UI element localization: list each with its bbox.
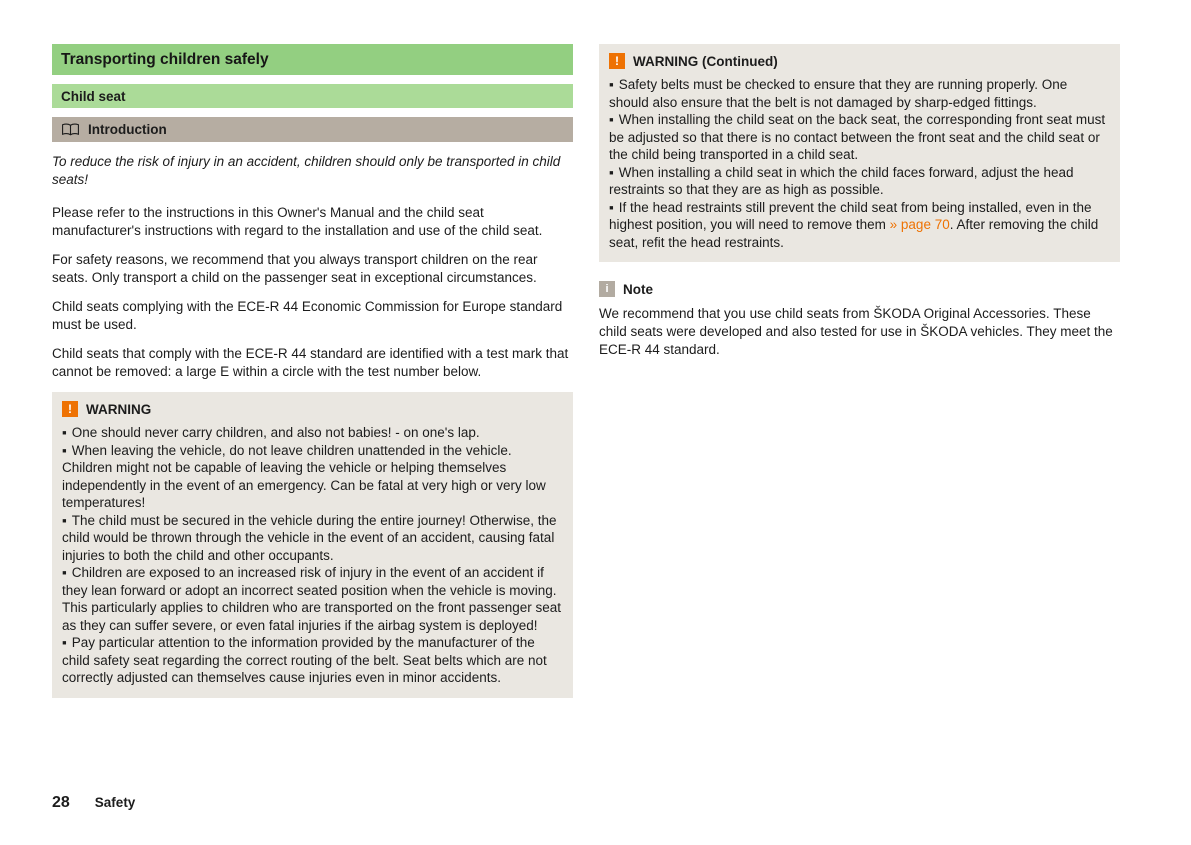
warning-bullet <box>62 564 563 634</box>
warning-bullet-text: . After removing the child seat, refit the head restraints. <box>609 217 1099 250</box>
warning-icon: ! <box>609 53 625 69</box>
right-column <box>599 40 1120 698</box>
warning-continued-header <box>609 53 1110 69</box>
page-footer <box>52 794 135 812</box>
note-text: We recommend that you use child seats from ŠKODA Original Accessories. These child seats were developed and also tested for use in ŠKODA vehicles. They meet the ECE-R 44 standard. <box>599 306 1113 357</box>
bullet-icon: ▪ <box>609 164 614 180</box>
subsection-title: Child seat <box>61 89 126 104</box>
bullet-icon: ▪ <box>62 635 67 650</box>
warning-bullet <box>62 424 563 442</box>
intro-lead-text: To reduce the risk of injury in an accident, children should only be transported in child seats! <box>52 154 561 187</box>
introduction-heading-bar <box>52 117 573 142</box>
subsection-title-bar <box>52 84 573 108</box>
paragraph: For safety reasons, we recommend that you always transport children on the rear seats. Only transport a child on the passenger seat in exceptional circumstances. <box>52 252 538 285</box>
warning-bullet-text: The child must be secured in the vehicle during the entire journey! Otherwise, the child would be thrown through the vehicle in the event of an accident, causing fatal injuries to both the child and other occupants. <box>62 512 557 563</box>
page-number: 28 <box>52 794 70 811</box>
warning-icon: ! <box>62 401 78 417</box>
bullet-icon: ▪ <box>62 565 67 580</box>
warning-bullet-text: Children are exposed to an increased risk of injury in the event of an accident if they lean forward or adopt an incorrect seated position when the vehicle is moving. This particularly applies to children who are transported on the front passenger seat as they can suffer severe, or even fatal injuries if the airbag system is deployed! <box>62 565 562 633</box>
open-book-icon <box>61 123 80 136</box>
bullet-icon: ▪ <box>609 112 614 127</box>
chapter-name: Safety <box>94 795 136 810</box>
warning-bullet-text: When installing the child seat on the back seat, the corresponding front seat must be adjusted so that there is no contact between the front seat and the child seat or the child being transported in a child seat. <box>609 112 1106 162</box>
warning-continued-box <box>599 44 1120 262</box>
warning-bullet <box>609 164 1110 199</box>
paragraph: Please refer to the instructions in this Owner's Manual and the child seat manufacturer's instructions with regard to the installation and use of the child seat. <box>52 205 543 238</box>
bullet-icon: ▪ <box>609 199 614 215</box>
paragraph: Child seats complying with the ECE-R 44 Economic Commission for Europe standard must be used. <box>52 299 563 332</box>
bullet-icon: ▪ <box>62 442 67 458</box>
warning-header <box>62 401 563 417</box>
introduction-heading: Introduction <box>88 122 167 137</box>
two-column-layout <box>52 40 1139 698</box>
warning-bullet-text: When leaving the vehicle, do not leave children unattended in the vehicle. Children might not be capable of leaving the vehicle or helping themselves independently in the event of an emergency. Can be fatal at very high or very low temperatures! <box>62 442 546 510</box>
bullet-icon: ▪ <box>62 512 67 528</box>
bullet-icon: ▪ <box>62 425 67 440</box>
warning-bullet-text: Safety belts must be checked to ensure that they are running properly. One should also ensure that the belt is not damaged by sharp-edged fittings. <box>609 77 1068 110</box>
warning-bullet <box>62 634 563 687</box>
page-70-cross-reference-link[interactable]: » page 70 <box>889 217 950 232</box>
warning-bullet <box>609 111 1110 164</box>
section-title: Transporting children safely <box>61 51 269 68</box>
info-icon: i <box>599 281 615 297</box>
warning-bullet <box>609 76 1110 111</box>
note-header <box>599 281 1120 297</box>
warning-title: WARNING <box>86 401 152 417</box>
warning-bullet <box>62 512 563 565</box>
warning-bullet-text: Pay particular attention to the information provided by the manufacturer of the child safety seat regarding the correct routing of the belt. Seat belts which are not correctly adjusted can themselves cause injuries even in minor accidents. <box>62 635 547 685</box>
paragraph: Child seats that comply with the ECE-R 44 standard are identified with a test mark that cannot be removed: a large E within a circle with the test number below. <box>52 346 569 379</box>
bullet-icon: ▪ <box>609 77 614 92</box>
section-title-bar <box>52 44 573 75</box>
warning-bullet <box>62 442 563 512</box>
warning-bullet-text: If the head restraints still prevent the child seat from being installed, even in the highest position, you will need to remove them <box>609 199 1092 232</box>
warning-continued-title: WARNING (Continued) <box>633 53 778 69</box>
left-column <box>52 40 573 698</box>
warning-bullet-with-link <box>609 199 1110 252</box>
warning-bullet-text: One should never carry children, and also not babies! - on one's lap. <box>71 425 480 440</box>
warning-bullet-text: When installing a child seat in which the child faces forward, adjust the head restraints so that they are as high as possible. <box>609 164 1074 197</box>
note-title: Note <box>623 281 653 297</box>
warning-box <box>52 392 573 698</box>
note-block <box>599 281 1120 359</box>
